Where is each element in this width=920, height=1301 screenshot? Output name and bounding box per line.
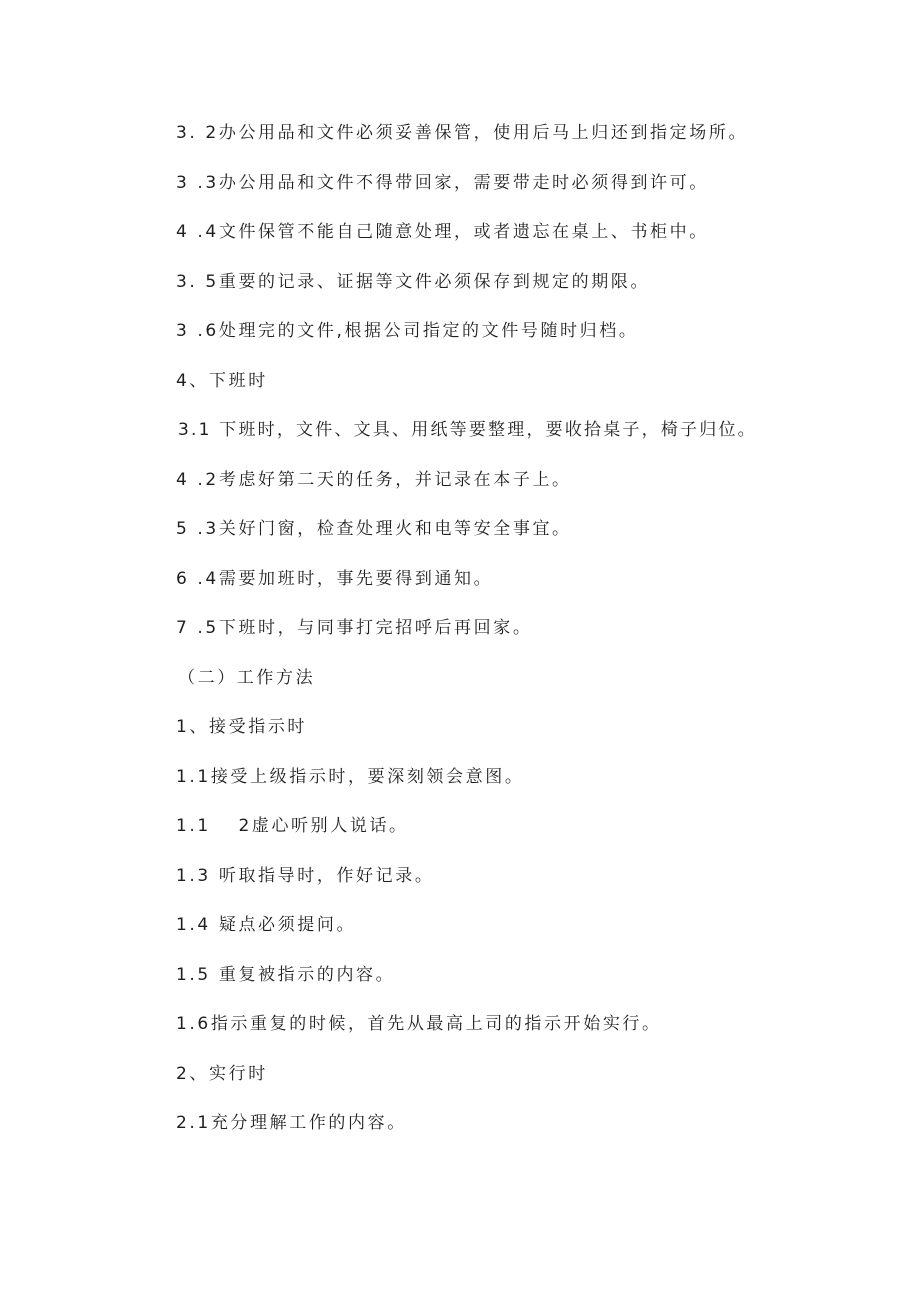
text-line: 1.1 2虚心听别人说话。 <box>176 816 409 836</box>
text-line: 3 .3办公用品和文件不得带回家，需要带走时必须得到许可。 <box>176 173 709 193</box>
text-line: 7 .5下班时，与同事打完招呼后再回家。 <box>176 618 533 638</box>
section-heading: 1、接受指示时 <box>176 717 308 737</box>
text-line: 1.5 重复被指示的内容。 <box>176 965 396 985</box>
text-line: 5 .3关好门窗，检查处理火和电等安全事宜。 <box>176 519 572 539</box>
section-heading: （二）工作方法 <box>178 668 316 688</box>
text-line: 3 .6处理完的文件,根据公司指定的文件号随时归档。 <box>176 321 639 341</box>
text-line: 4 .4文件保管不能自己随意处理，或者遗忘在桌上、书柜中。 <box>176 222 709 242</box>
text-line: 4 .2考虑好第二天的任务，并记录在本子上。 <box>176 470 572 490</box>
text-line: 1.4 疑点必须提问。 <box>176 915 357 935</box>
text-line: 3. 2办公用品和文件必须妥善保管，使用后马上归还到指定场所。 <box>176 123 749 143</box>
text-line: 1.6指示重复的时候，首先从最高上司的指示开始实行。 <box>176 1014 662 1034</box>
text-line: 1.1接受上级指示时，要深刻领会意图。 <box>176 767 525 787</box>
text-line: 1.3 听取指导时，作好记录。 <box>176 866 435 886</box>
text-line: 2.1充分理解工作的内容。 <box>176 1113 407 1133</box>
section-heading: 2、实行时 <box>176 1064 268 1084</box>
text-line: 3.1 下班时，文件、文具、用纸等要整理，要收拾桌子，椅子归位。 <box>178 420 757 440</box>
text-line: 3. 5重要的记录、证据等文件必须保存到规定的期限。 <box>176 272 651 292</box>
section-heading: 4、下班时 <box>176 371 268 391</box>
text-line: 6 .4需要加班时，事先要得到通知。 <box>176 569 494 589</box>
